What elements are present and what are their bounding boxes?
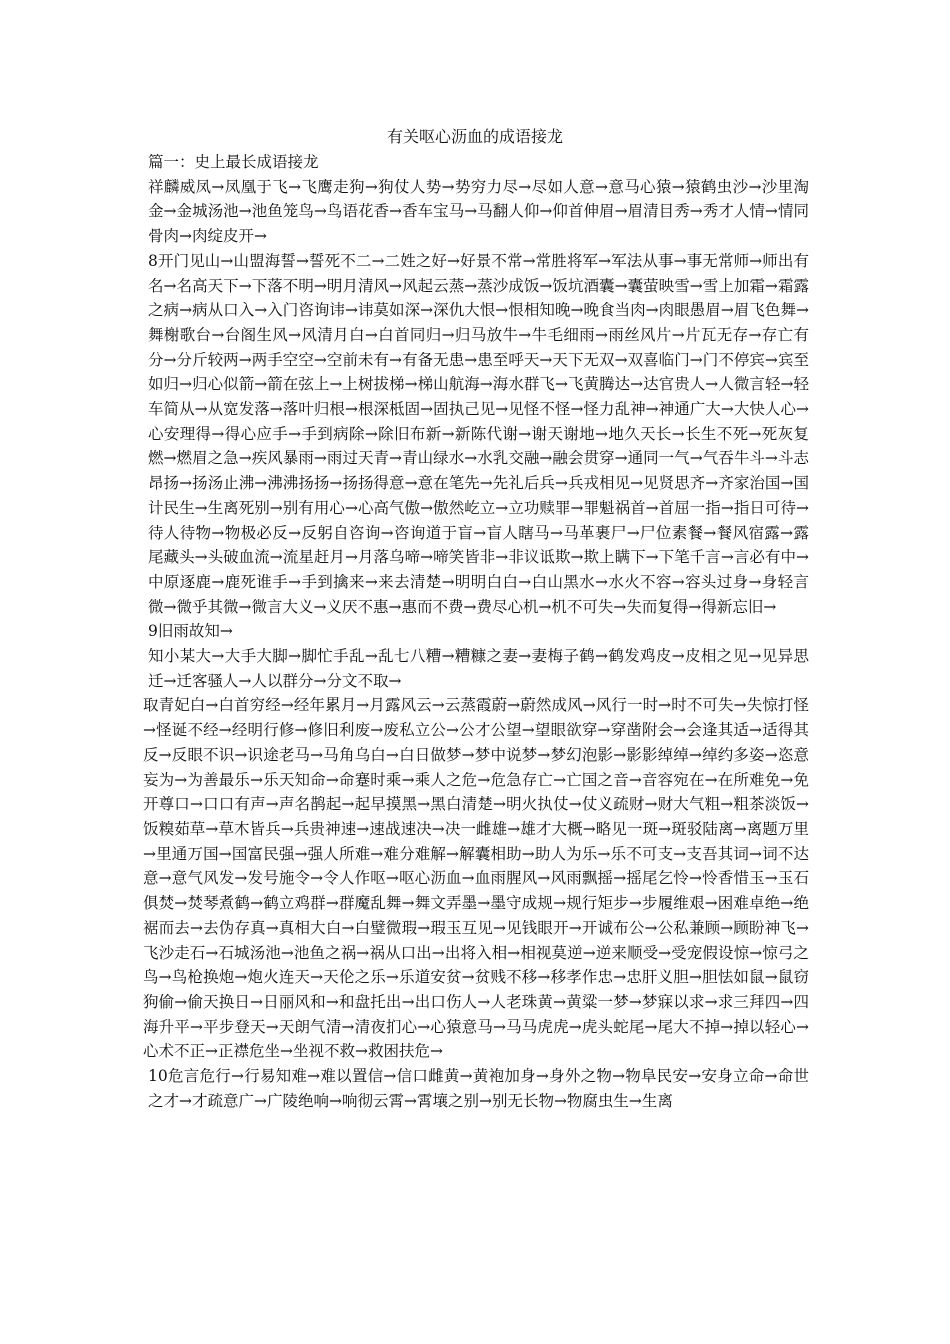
section-heading: 篇一：史上最长成语接龙	[148, 153, 319, 171]
document-title: 有关呕心沥血的成语接龙	[386, 127, 563, 146]
document-body	[143, 150, 809, 1113]
paragraph: 9旧雨故知→	[148, 622, 233, 641]
paragraph: 10危言危行→行易知难→难以置信→信口雌黄→黄袍加身→身外之物→物阜民安→安身立命→命世之才→才疏意广→广陵绝响→响彻云霄→霄壤之别→别无长物→物腐虫生→生离	[148, 1067, 809, 1110]
paragraph: 8开门见山→山盟海誓→誓死不二→二姓之好→好景不常→常胜将军→军法从事→事无常师→师出有名→名高天下→下落不明→明月清风→风起云蒸→蒸沙成饭→饭坑酒囊→囊萤映雪→雪上加霜→霜露之病→病从口入→入门咨询讳→讳莫如深→深仇大恨→恨相知晚→晚食当肉→肉眼愚眉→眉飞色舞→舞榭歌台→台阁生风→风清月白→白首同归→归马放牛→牛毛细雨→雨丝风片→片瓦无存→存亡有分→分斤较两→两手空空→空前未有→有备无患→患至呼天→天下无双→双喜临门→门不停宾→宾至如归→归心似箭→箭在弦上→上树拔梯→梯山航海→海水群飞→飞黄腾达→达官贵人→人微言轻→轻车简从→从宽发落→落叶归根→根深柢固→固执己见→见怪不怪→怪力乱神→神通广大→大快人心→心安理得→得心应手→手到病除→除旧布新→新陈代谢→谢天谢地→地久天长→长生不死→死灰复燃→燃眉之急→疾风暴雨→雨过天青→青山绿水→水乳交融→融会贯穿→通同一气→气吞牛斗→斗志昂扬→扬汤止沸→沸沸扬扬→扬扬得意→意在笔先→先礼后兵→兵戎相见→见贤思齐→齐家治国→国计民生→生离死别→别有用心→心高气傲→傲然屹立→立功赎罪→罪魁祸首→首屈一指→指日可待→待人待物→物极必反→反躬自咨询→咨询道于盲→盲人瞎马→马革裹尸→尸位素餐→餐风宿露→露尾藏头→头破血流→流星赶月→月落乌啼→啼笑皆非→非议诋欺→欺上瞒下→下笔千言→言必有中→中原逐鹿→鹿死谁手→手到擒来→来去清楚→明明白白→白山黑水→水火不容→容头过身→身轻言微→微乎其微→微言大义→义厌不惠→惠而不费→费尽心机→机不可失→失而复得→得新忘旧→	[148, 251, 809, 616]
paragraph: 知小某大→大手大脚→脚忙手乱→乱七八糟→糟糠之妻→妻梅子鹤→鹤发鸡皮→皮相之见→见异思迁→迁客骚人→人以群分→分文不取→	[148, 647, 809, 690]
paragraph: 取青妃白→白首穷经→经年累月→月露风云→云蒸霞蔚→蔚然成风→风行一时→时不可失→失惊打怪→怪诞不经→经明行修→修旧利废→废私立公→公才公望→望眼欲穿→穿凿附会→会逢其适→适得其反→反眼不识→识途老马→马角乌白→白日做梦→梦中说梦→梦幻泡影→影影绰绰→绰约多姿→恣意妄为→为善最乐→乐天知命→命蹇时乘→乘人之危→危急存亡→亡国之音→音容宛在→在所难免→免开尊口→口口有声→声名鹊起→起早摸黑→黑白清楚→明火执仗→仗义疏财→财大气粗→粗茶淡饭→饭糗茹草→草木皆兵→兵贵神速→速战速决→决一雌雄→雄才大概→略见一斑→斑驳陆离→离题万里→里通万国→国富民强→强人所难→难分难解→解囊相助→助人为乐→乐不可支→支吾其词→词不达意→意气风发→发号施令→令人作呕→呕心沥血→血雨腥风→风雨飘摇→摇尾乞怜→怜香惜玉→玉石俱焚→焚琴煮鹤→鹤立鸡群→群魔乱舞→舞文弄墨→墨守成规→规行矩步→步履维艰→困难卓绝→绝裾而去→去伪存真→真相大白→白璧微瑕→瑕玉互见→见钱眼开→开诚布公→公私兼顾→顾盼神飞→飞沙走石→石城汤池→池鱼之祸→祸从口出→出将入相→相视莫逆→逆来顺受→受宠假设惊→惊弓之鸟→鸟枪换炮→炮火连天→天伦之乐→乐道安贫→贫贱不移→移孝作忠→忠肝义胆→胆怯如鼠→鼠窃狗偷→偷天换日→日丽风和→和盘托出→出口伤人→人老珠黄→黄粱一梦→梦寐以求→求三拜四→四海升平→平步登天→天朗气清→清夜扪心→心猿意马→马马虎虎→虎头蛇尾→尾大不掉→掉以轻心→心术不正→正襟危坐→坐视不救→救困扶危→	[143, 696, 809, 1061]
paragraph: 祥麟威凤→凤凰于飞→飞鹰走狗→狗仗人势→势穷力尽→尽如人意→意马心猿→猿鹤虫沙→沙里淘金→金城汤池→池鱼笼鸟→鸟语花香→香车宝马→马翻人仰→仰首伸眉→眉清目秀→秀才人情→情同骨肉→肉绽皮开→	[148, 177, 809, 246]
